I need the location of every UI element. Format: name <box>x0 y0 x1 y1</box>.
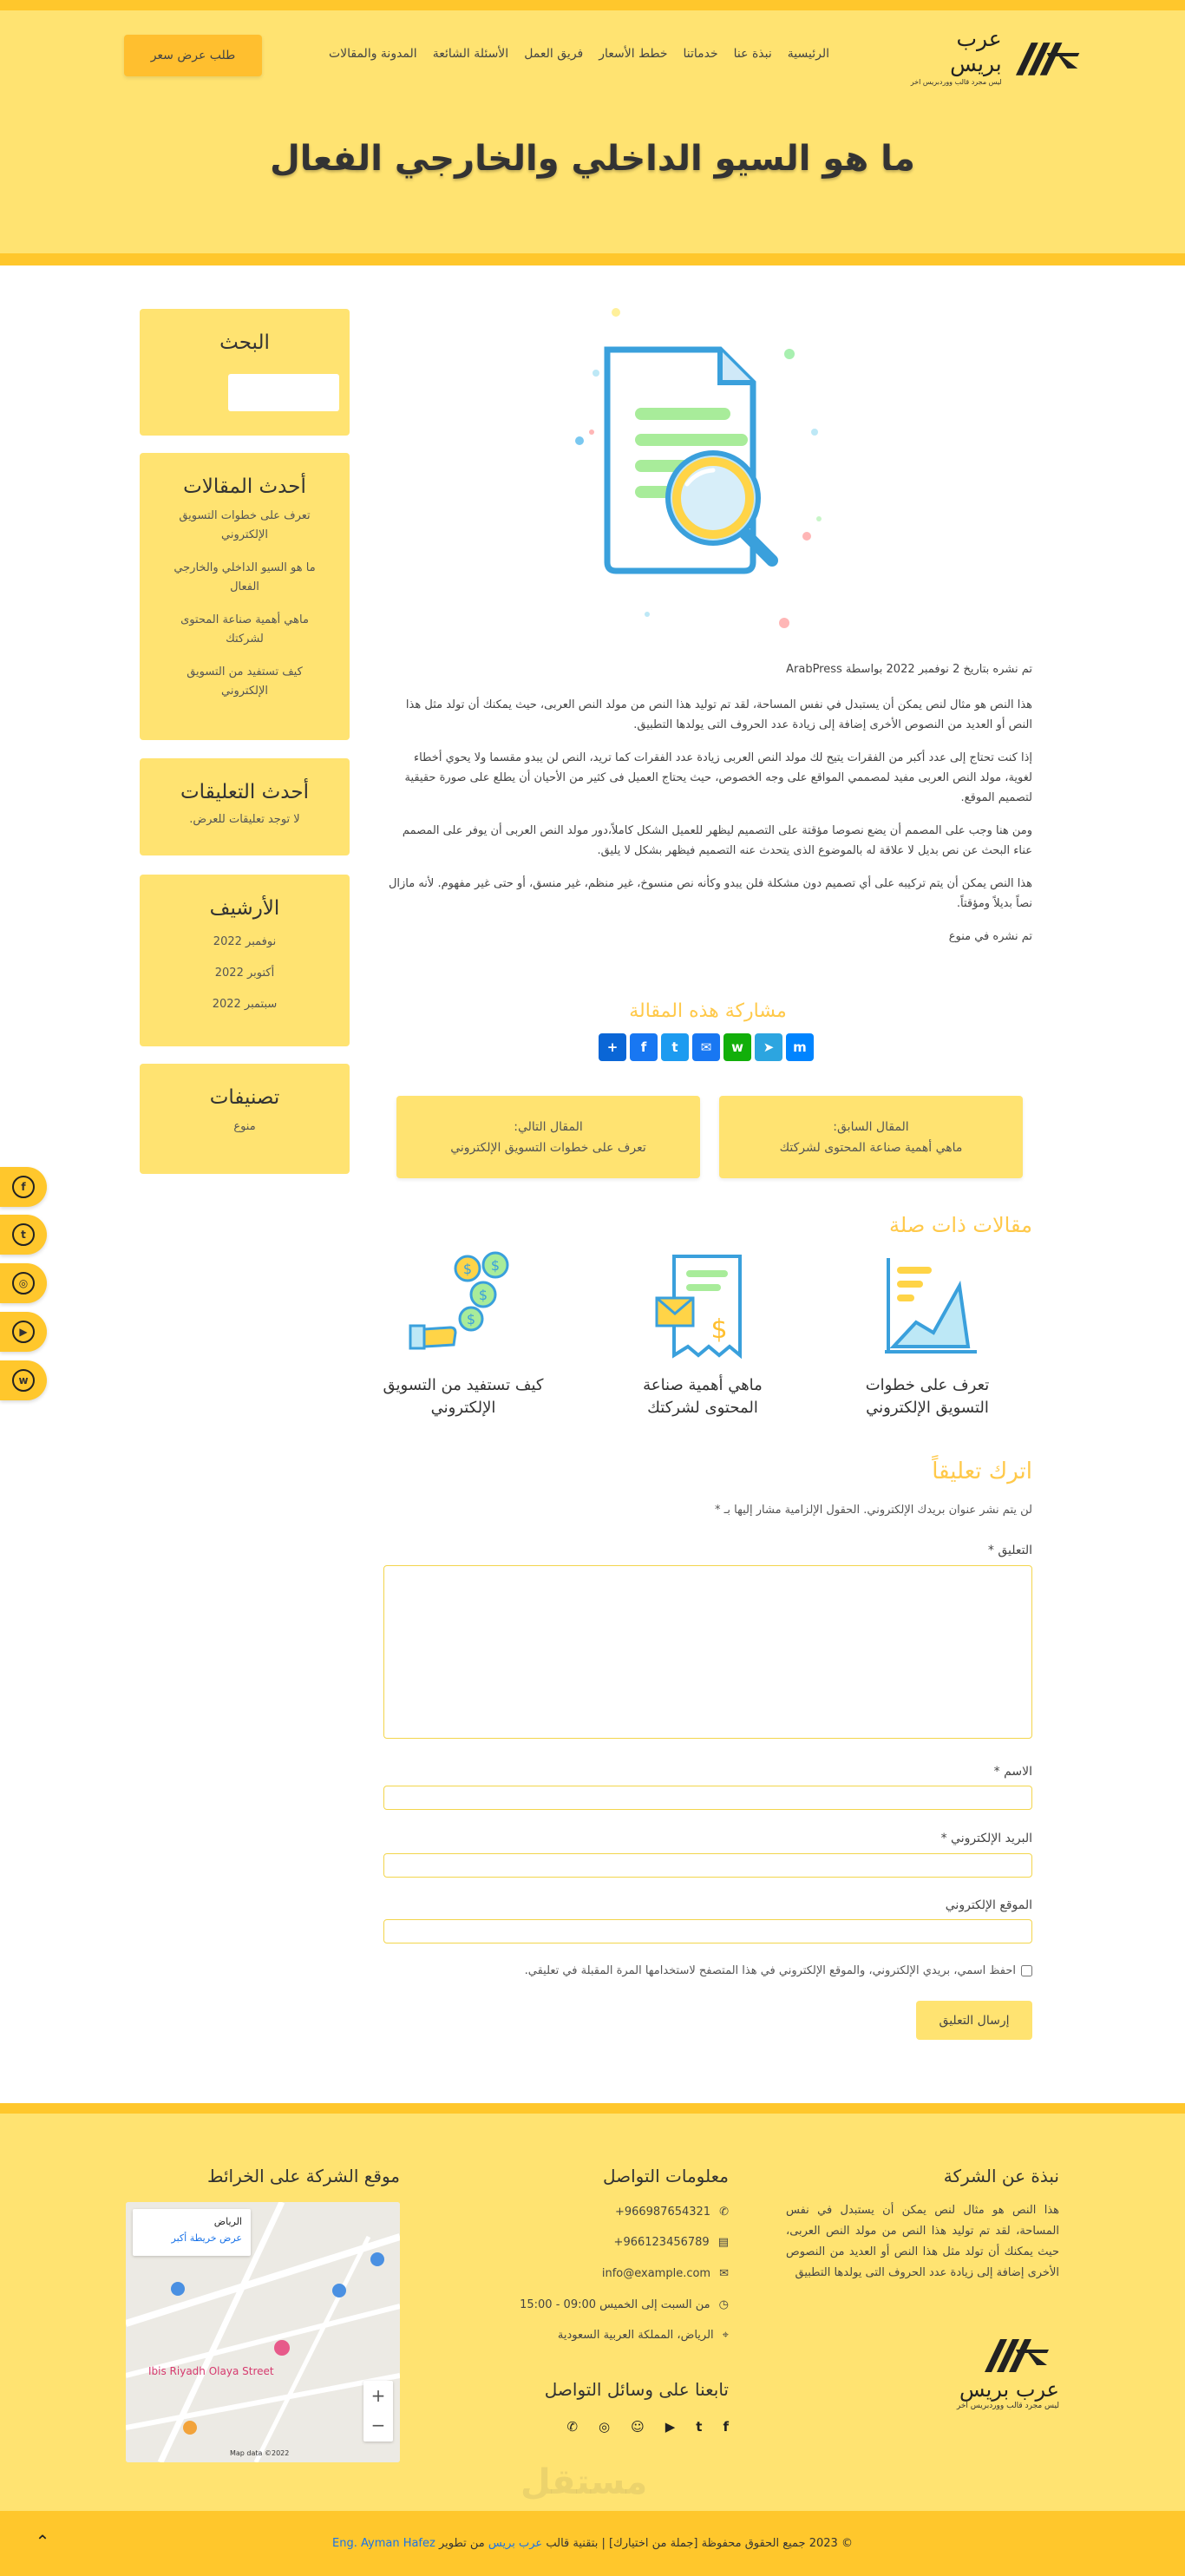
footer-logo[interactable] <box>920 2330 1059 2410</box>
float-facebook-icon[interactable]: f <box>0 1167 47 1207</box>
brand-tagline: ليس مجرد قالب ووردبريس اخر <box>910 77 1002 86</box>
svg-text:$: $ <box>478 1287 488 1303</box>
email-input[interactable] <box>383 1853 1032 1878</box>
invoice-mail-icon <box>646 1249 759 1362</box>
footer-youtube-icon[interactable]: ▶ <box>665 2419 676 2435</box>
consent-checkbox[interactable] <box>1021 1965 1032 1976</box>
footer-follow-title: تابعنا على وسائل التواصل <box>544 2379 729 2400</box>
previous-post-title: ماهي أهمية صناعة المحتوى لشركتك <box>779 1141 963 1155</box>
site-footer <box>0 2103 1185 2511</box>
share-messenger-icon[interactable]: m <box>786 1033 814 1061</box>
main-nav <box>329 47 829 61</box>
submit-comment-button[interactable]: إرسال التعليق <box>916 2001 1032 2040</box>
footer-twitter-icon[interactable]: t <box>696 2419 703 2435</box>
footer-social-icons <box>566 2419 729 2435</box>
comment-label: التعليق * <box>987 1544 1032 1557</box>
footer-logo-mark-icon <box>972 2330 1059 2374</box>
share-buttons <box>599 1033 814 1061</box>
share-facebook-icon[interactable]: f <box>630 1033 658 1061</box>
related-post-card[interactable] <box>376 1249 550 1419</box>
archive-title: الأرشيف <box>209 897 280 920</box>
svg-text:$: $ <box>490 1257 501 1274</box>
search-input[interactable] <box>228 374 339 411</box>
article-paragraph: ومن هنا وجب على المصمم أن يضع نصوصا مؤقتة على التصميم ليظهر للعميل الشكل كاملاً،دور مولد النص العربى أن يوفر على المصمم عناء البحث عن نص بديل لا علاقة له بالموضوع الذى يتحدث عنه التصميم فيظهر بشكل لا يليق. <box>402 824 1032 857</box>
svg-text:$: $ <box>462 1261 473 1277</box>
name-input[interactable] <box>383 1786 1032 1810</box>
brand-name: عرب بريس <box>950 25 1002 76</box>
share-title: مشاركة هذه المقالة <box>629 1000 787 1022</box>
article-body <box>383 659 1032 960</box>
next-post-title: تعرف على خطوات التسويق الإلكتروني <box>450 1141 646 1155</box>
comment-form-note: لن يتم نشر عنوان بريدك الإلكتروني. الحقول الإلزامية مشار إليها بـ * <box>714 1504 1032 1517</box>
float-whatsapp-icon[interactable]: w <box>0 1360 47 1400</box>
contact-fax-text: +966123456789 <box>613 2236 710 2249</box>
recent-posts-widget <box>140 453 350 740</box>
float-youtube-icon[interactable]: ▶ <box>0 1312 47 1352</box>
footer-map-title: موقع الشركة على الخرائط <box>206 2166 400 2186</box>
contact-email-text: info@example.com <box>601 2267 711 2280</box>
contact-phone-text: +966987654321 <box>614 2206 711 2219</box>
quote-request-button[interactable]: طلب عرض سعر <box>124 35 262 76</box>
comment-textarea[interactable] <box>383 1565 1032 1739</box>
categories-title: تصنيفات <box>209 1086 280 1109</box>
svg-text:$: $ <box>466 1311 476 1327</box>
share-telegram-icon[interactable]: ➤ <box>755 1033 782 1061</box>
map-embed[interactable] <box>126 2202 400 2462</box>
recent-post-link[interactable]: ما هو السيو الداخلي والخارجي الفعال <box>173 561 316 593</box>
watermark-logo: مستقل <box>520 2462 648 2502</box>
share-email-icon[interactable]: ✉ <box>692 1033 720 1061</box>
share-add-icon[interactable]: + <box>599 1033 626 1061</box>
copyright-text: © 2023 جميع الحقوق محفوظة [جملة من اختيارك] | بتقنية قالب <box>546 2537 853 2550</box>
name-label: الاسم * <box>993 1765 1032 1779</box>
map-attribution: Map data ©2022 <box>230 2449 290 2457</box>
scroll-to-top-icon[interactable]: ⌃ <box>23 2521 62 2561</box>
map-place-label: Ibis Riyadh Olaya Street <box>148 2365 274 2377</box>
clock-icon: ◷ <box>718 2298 729 2311</box>
recent-comments-widget <box>140 758 350 855</box>
related-post-card[interactable] <box>841 1249 1014 1419</box>
footer-contact-title: معلومات التواصل <box>602 2166 729 2186</box>
site-header <box>0 0 1185 265</box>
no-comments-text: لا توجد تعليقات للعرض. <box>189 813 300 826</box>
map-zoom-controls <box>363 2381 393 2442</box>
article-paragraph: هذا النص هو مثال لنص يمكن أن يستبدل في نفس المساحة، لقد تم توليد هذا النص من مولد النص العربى، حيث يمكنك أن تولد مثل هذا النص أو العديد من النصوص الأخرى إضافة إلى زيادة عدد الحروف التى يولدها التطبيق. <box>405 698 1032 731</box>
recent-post-link[interactable]: تعرف على خطوات التسويق الإلكتروني <box>179 509 311 541</box>
previous-post-label: المقال السابق: <box>833 1120 909 1134</box>
article-paragraph: إذا كنت تحتاج إلى عدد أكبر من الفقرات يتيح لك مولد النص العربى زيادة عدد الفقرات كما تريد، النص لن يبدو مقسما ولا يحوي أخطاء لغوية، مولد النص العربى مفيد لمصممي المواقع على وجه الخصوص، حيث يحتاج العميل فى كثير من الأحيان أن يطلع على صورة حقيقية لتصميم الموقع. <box>404 751 1032 804</box>
site-logo[interactable] <box>899 25 1081 86</box>
search-widget <box>140 309 350 436</box>
footer-snapchat-icon[interactable]: ☺ <box>631 2419 645 2435</box>
fax-icon: ▤ <box>717 2236 729 2249</box>
phone-icon: ✆ <box>719 2206 729 2219</box>
developer-link[interactable]: Eng. Ayman Hafez <box>332 2537 435 2550</box>
contact-email[interactable] <box>602 2267 729 2280</box>
svg-text:$: $ <box>710 1314 728 1345</box>
contact-hours <box>520 2298 729 2311</box>
article-meta: تم نشره بتاريخ 2 نوفمبر 2022 بواسطة ArabPress <box>786 663 1032 676</box>
previous-post-card[interactable] <box>719 1096 1023 1178</box>
coins-hand-icon <box>398 1249 528 1362</box>
copyright-brand-link[interactable]: عرب بريس <box>488 2537 543 2550</box>
nav-services[interactable]: خدماتنا <box>683 47 718 61</box>
footer-about-title: نبذة عن الشركة <box>943 2166 1059 2186</box>
contact-fax[interactable] <box>614 2236 729 2249</box>
email-label: البريد الإلكتروني * <box>940 1832 1032 1845</box>
contact-hours-text: من السبت إلى الخميس 09:00 - 15:00 <box>520 2298 710 2311</box>
map-larger-link[interactable]: عرض خريطة أكبر <box>171 2232 242 2244</box>
map-zoom-in-icon[interactable]: + <box>370 2385 386 2406</box>
location-pin-icon: ⌖ <box>722 2329 729 2342</box>
recent-posts-title: أحدث المقالات <box>183 475 306 498</box>
comment-form-title: اترك تعليقاً <box>932 1458 1032 1485</box>
nav-team[interactable]: فريق العمل <box>524 47 584 61</box>
nav-blog[interactable]: المدونة والمقالات <box>328 47 417 61</box>
float-twitter-icon[interactable]: t <box>0 1215 47 1255</box>
recent-comments-title: أحدث التعليقات <box>180 781 309 803</box>
footer-whatsapp-icon[interactable]: ✆ <box>566 2419 579 2435</box>
share-whatsapp-icon[interactable]: w <box>723 1033 751 1061</box>
growth-chart-icon <box>871 1249 984 1362</box>
archive-link[interactable]: سبتمبر 2022 <box>212 998 278 1011</box>
map-city: الرياض <box>213 2216 242 2227</box>
contact-address <box>558 2329 729 2342</box>
contact-phone[interactable] <box>615 2206 729 2219</box>
website-input[interactable] <box>383 1919 1032 1943</box>
categories-widget <box>140 1064 350 1174</box>
footer-brand-tagline: ليس مجرد قالب ووردبريس اخر <box>956 2402 1059 2410</box>
developer-prefix: من تطوير <box>438 2537 485 2550</box>
float-instagram-icon[interactable]: ◎ <box>0 1263 47 1303</box>
next-post-label: المقال التالي: <box>514 1120 583 1134</box>
archive-widget <box>140 875 350 1046</box>
map-info-card <box>133 2209 251 2256</box>
contact-address-text: الرياض، المملكة العربية السعودية <box>557 2329 714 2342</box>
footer-bottom-bar <box>0 2511 1185 2576</box>
next-post-card[interactable] <box>396 1096 700 1178</box>
page-title: ما هو السيو الداخلي والخارجي الفعال <box>270 139 915 179</box>
featured-image-document-search <box>567 302 833 640</box>
related-post-title: كيف تستفيد من التسويق الإلكتروني <box>383 1376 544 1417</box>
related-post-title: ماهي أهمية صناعة المحتوى لشركتك <box>643 1376 763 1417</box>
article-paragraph: هذا النص يمكن أن يتم تركيبه على أي تصميم دون مشكلة فلن يبدو وكأنه نص منسوخ، غير منظم، غير منسق، أو حتى غير مفهوم. لأنه مازال نصاً بديلاً ومؤقتاً. <box>388 877 1032 910</box>
search-widget-title: البحث <box>219 331 270 354</box>
related-post-title: تعرف على خطوات التسويق الإلكتروني <box>865 1376 990 1417</box>
recent-post-link[interactable]: ماهي أهمية صناعة المحتوى لشركتك <box>180 613 309 646</box>
map-zoom-out-icon[interactable]: − <box>370 2415 386 2435</box>
share-twitter-icon[interactable]: t <box>661 1033 689 1061</box>
footer-facebook-icon[interactable]: f <box>723 2419 729 2435</box>
nav-home[interactable]: الرئيسية <box>787 47 829 61</box>
footer-brand-name: عرب بريس <box>959 2377 1059 2402</box>
logo-mark-icon <box>1012 34 1081 77</box>
footer-instagram-icon[interactable]: ◎ <box>599 2419 611 2435</box>
related-posts-title: مقالات ذات صلة <box>889 1213 1032 1237</box>
envelope-icon: ✉ <box>719 2267 729 2280</box>
footer-about-text: هذا النص هو مثال لنص يمكن أن يستبدل في نفس المساحة، لقد تم توليد هذا النص من مولد النص العربى، حيث يمكنك أن تولد مثل هذا النص أو العديد من النصوص الأخرى إضافة إلى زيادة عدد الحروف التى يولدها التطبيق <box>786 2204 1059 2279</box>
consent-text: احفظ اسمي، بريدي الإلكتروني، والموقع الإلكتروني في هذا المتصفح لاستخدامها المرة المقبلة في تعليقي. <box>524 1964 1016 1977</box>
related-post-card[interactable] <box>616 1249 789 1419</box>
website-label: الموقع الإلكتروني <box>945 1898 1032 1912</box>
nav-about[interactable]: نبذة عنا <box>733 47 772 61</box>
recent-post-link[interactable]: كيف تستفيد من التسويق الإلكتروني <box>187 665 303 698</box>
nav-pricing[interactable]: خطط الأسعار <box>599 47 668 61</box>
category-link[interactable]: منوع <box>233 1120 256 1133</box>
nav-faq[interactable]: الأسئلة الشائعة <box>432 47 509 61</box>
archive-link[interactable]: نوفمبر 2022 <box>213 935 277 948</box>
archive-link[interactable]: أكتوبر 2022 <box>214 967 275 980</box>
consent-row <box>525 1964 1032 1977</box>
article-category: تم نشره في منوع <box>948 930 1032 943</box>
